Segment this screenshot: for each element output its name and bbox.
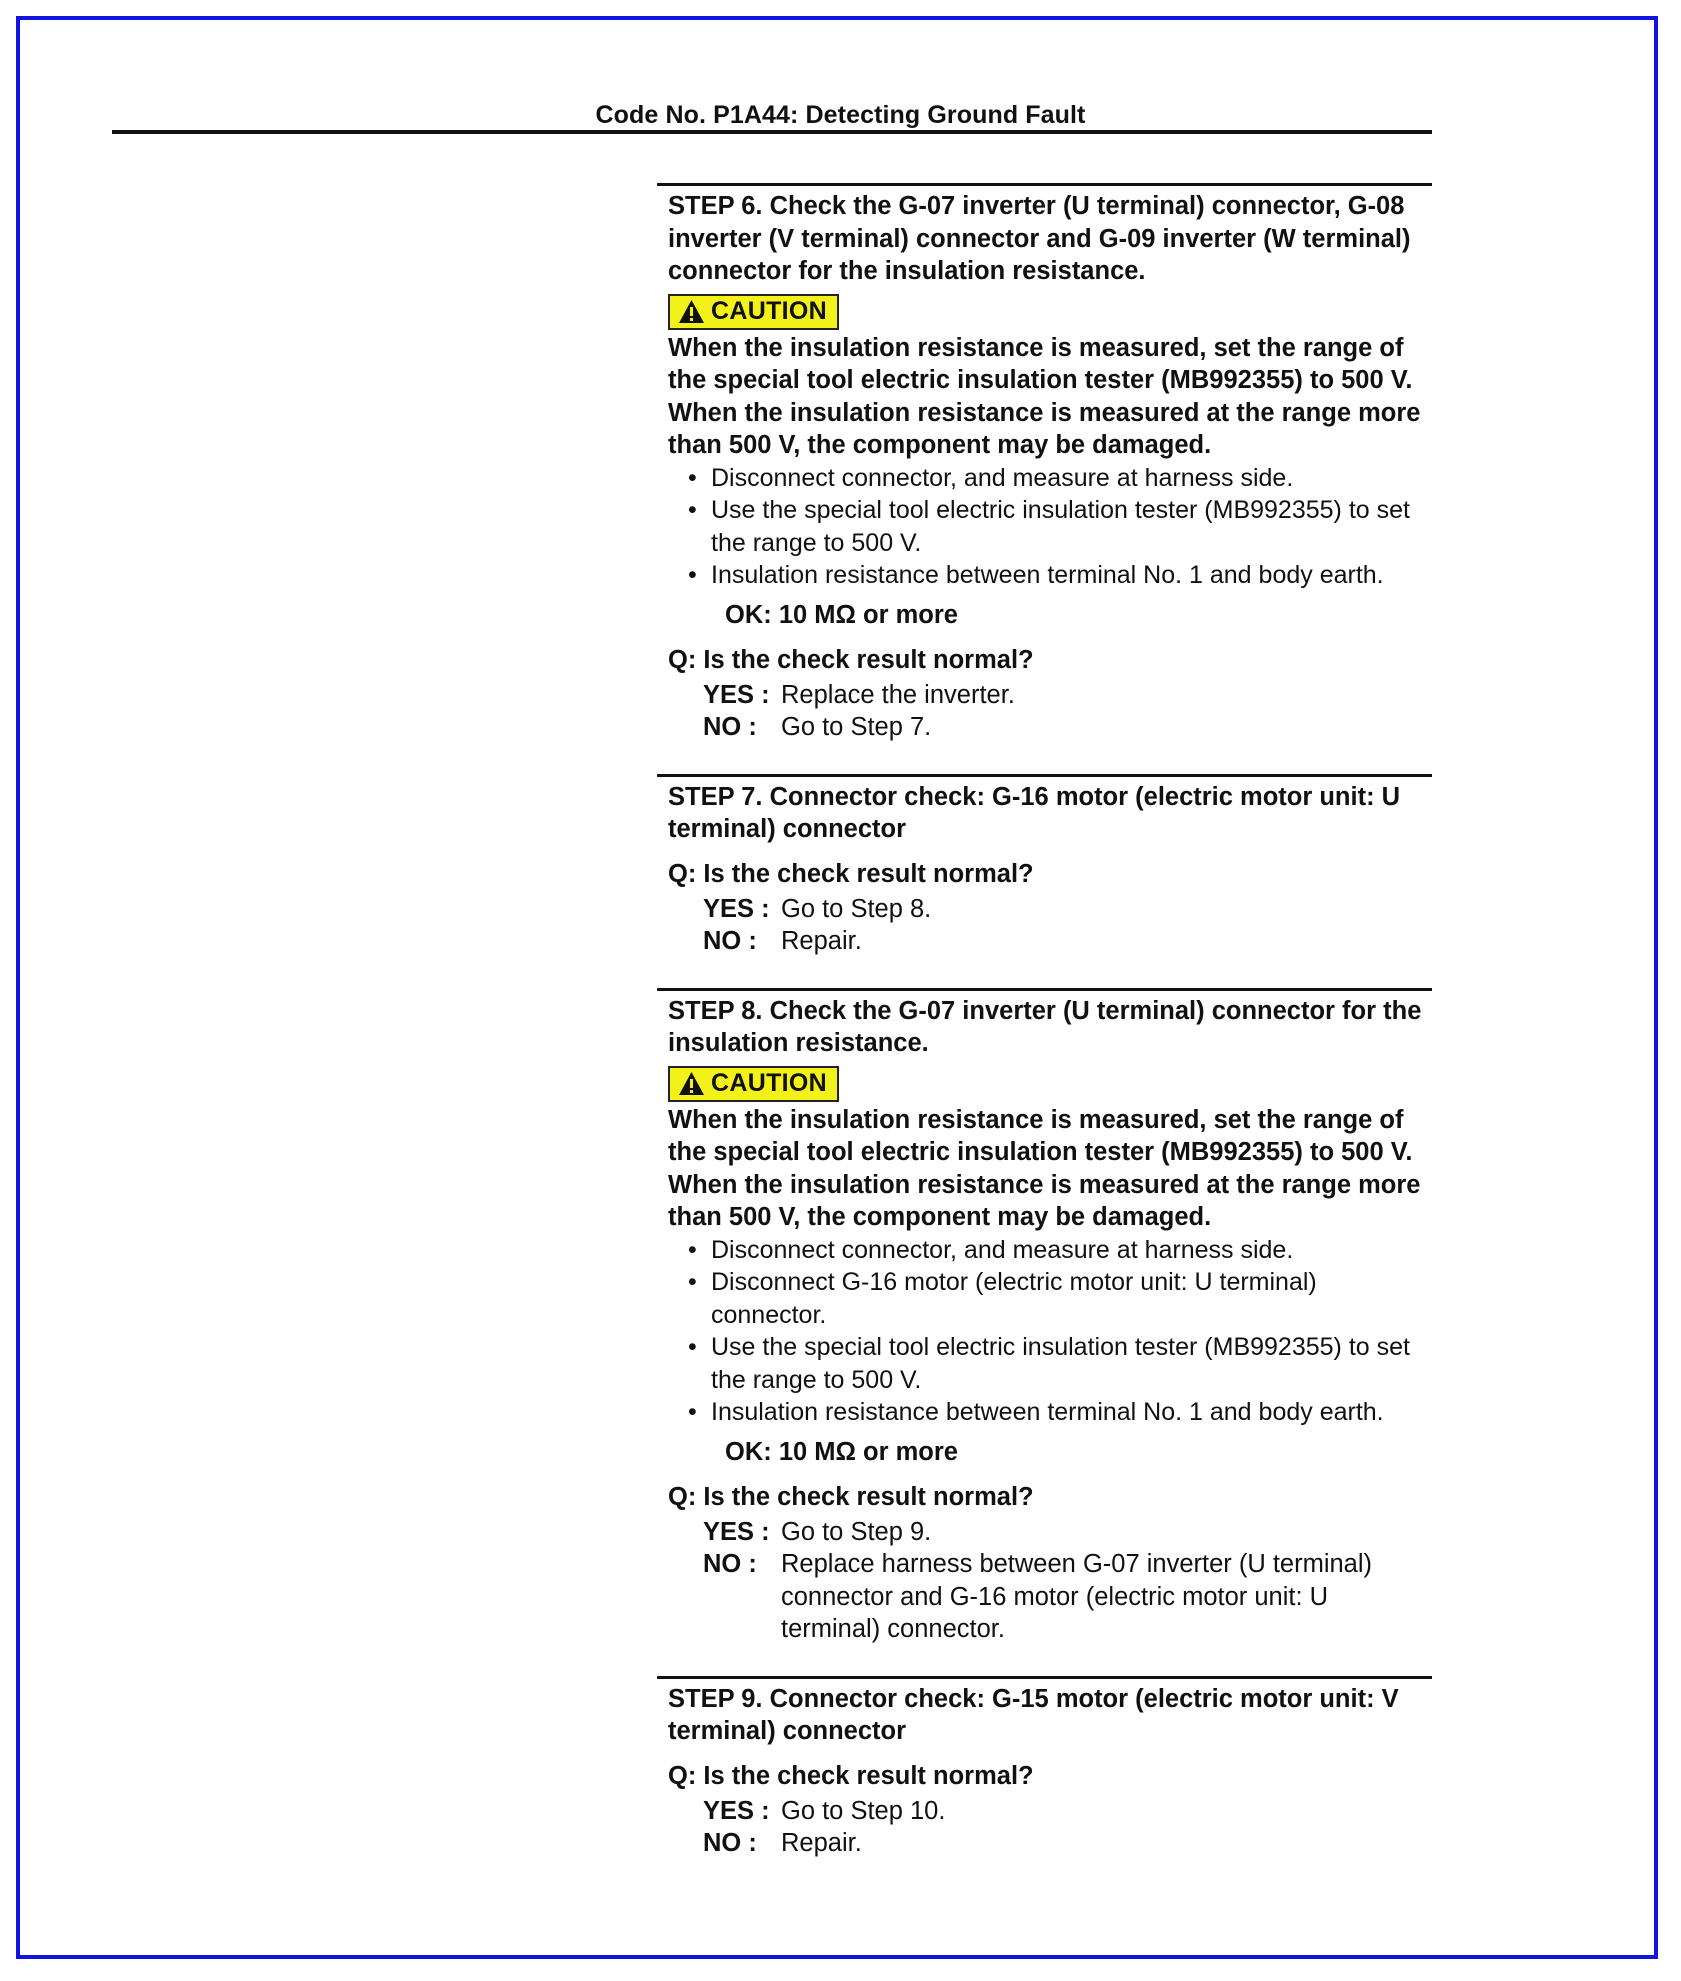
step-divider xyxy=(657,1676,1432,1679)
no-answer xyxy=(703,1548,1432,1646)
yes-text: Go to Step 8. xyxy=(781,894,932,923)
step-7 xyxy=(657,774,1432,958)
no-label: NO : xyxy=(703,1829,757,1857)
ok-criteria: OK: 10 MΩ or more xyxy=(725,600,958,629)
instruction-list xyxy=(657,1234,1432,1429)
spacer xyxy=(657,1646,1432,1676)
no-text: Repair. xyxy=(781,1829,862,1857)
no-text: Go to Step 7. xyxy=(781,713,932,741)
no-answer xyxy=(703,711,1432,744)
list-item: • Disconnect G-16 motor (electric motor unit: U terminal) connector. xyxy=(695,1266,1432,1331)
step-title: STEP 6. Check the G-07 inverter (U terminal) connector, G-08 inverter (V terminal) connector and G-09 inverter (W terminal) connector for the insulation resistance. xyxy=(668,192,1411,285)
list-item: • Insulation resistance between terminal No. 1 and body earth. xyxy=(695,559,1432,592)
spacer xyxy=(657,744,1432,774)
yes-label: YES : xyxy=(703,894,770,923)
step-title: STEP 7. Connector check: G-16 motor (electric motor unit: U terminal) connector xyxy=(668,782,1401,843)
check-question: Q: Is the check result normal? xyxy=(668,1482,1034,1511)
step-divider xyxy=(657,774,1432,777)
caution-text: When the insulation resistance is measured, set the range of the special tool electric insulation tester (MB992355) to 500 V. When the insulation resistance is measured at the range more than 500 V, the component may be damaged. xyxy=(668,333,1421,459)
list-item: • Use the special tool electric insulation tester (MB992355) to set the range to 500 V. xyxy=(695,1331,1432,1396)
yes-text: Go to Step 10. xyxy=(781,1796,946,1825)
page-title: Code No. P1A44: Detecting Ground Fault xyxy=(595,101,1086,129)
no-text: Replace harness between G-07 inverter (U terminal) connector and G-16 motor (electric motor unit: U terminal) connector. xyxy=(781,1550,1373,1643)
no-label: NO : xyxy=(703,927,757,955)
spacer xyxy=(657,958,1432,988)
ok-criteria: OK: 10 MΩ or more xyxy=(725,1437,958,1466)
yes-text: Go to Step 9. xyxy=(781,1517,932,1546)
yes-answer xyxy=(703,679,1432,712)
instruction-list xyxy=(657,462,1432,592)
yes-answer xyxy=(703,893,1432,926)
step-title: STEP 9. Connector check: G-15 motor (electric motor unit: V terminal) connector xyxy=(668,1684,1399,1745)
yes-label: YES : xyxy=(703,1517,770,1546)
step-8 xyxy=(657,988,1432,1646)
caution-badge xyxy=(668,1066,839,1102)
check-question: Q: Is the check result normal? xyxy=(668,645,1034,674)
step-9 xyxy=(657,1676,1432,1860)
check-question: Q: Is the check result normal? xyxy=(668,859,1034,888)
yes-answer xyxy=(703,1516,1432,1549)
title-divider xyxy=(112,130,1432,134)
step-divider xyxy=(657,183,1432,186)
caution-badge xyxy=(668,294,839,330)
step-title: STEP 8. Check the G-07 inverter (U terminal) connector for the insulation resistance. xyxy=(668,996,1422,1057)
yes-label: YES : xyxy=(703,680,770,709)
check-question: Q: Is the check result normal? xyxy=(668,1761,1034,1790)
no-text: Repair. xyxy=(781,927,862,955)
step-divider xyxy=(657,988,1432,991)
no-label: NO : xyxy=(703,713,757,741)
step-6 xyxy=(657,183,1432,744)
caution-label: CAUTION xyxy=(711,297,827,325)
caution-label: CAUTION xyxy=(711,1069,827,1097)
yes-text: Replace the inverter. xyxy=(781,680,1015,709)
list-item: • Disconnect connector, and measure at harness side. xyxy=(695,1234,1432,1267)
procedure-column xyxy=(657,183,1432,1860)
yes-answer xyxy=(703,1795,1432,1828)
yes-label: YES : xyxy=(703,1796,770,1825)
warning-triangle-icon xyxy=(678,299,705,324)
warning-triangle-icon xyxy=(678,1071,705,1096)
no-label: NO : xyxy=(703,1550,757,1578)
list-item: • Disconnect connector, and measure at harness side. xyxy=(695,462,1432,495)
no-answer xyxy=(703,925,1432,958)
list-item: • Insulation resistance between terminal No. 1 and body earth. xyxy=(695,1396,1432,1429)
no-answer xyxy=(703,1827,1432,1860)
caution-text: When the insulation resistance is measured, set the range of the special tool electric insulation tester (MB992355) to 500 V. When the insulation resistance is measured at the range more than 500 V, the component may be damaged. xyxy=(668,1105,1421,1231)
list-item: • Use the special tool electric insulation tester (MB992355) to set the range to 500 V. xyxy=(695,494,1432,559)
